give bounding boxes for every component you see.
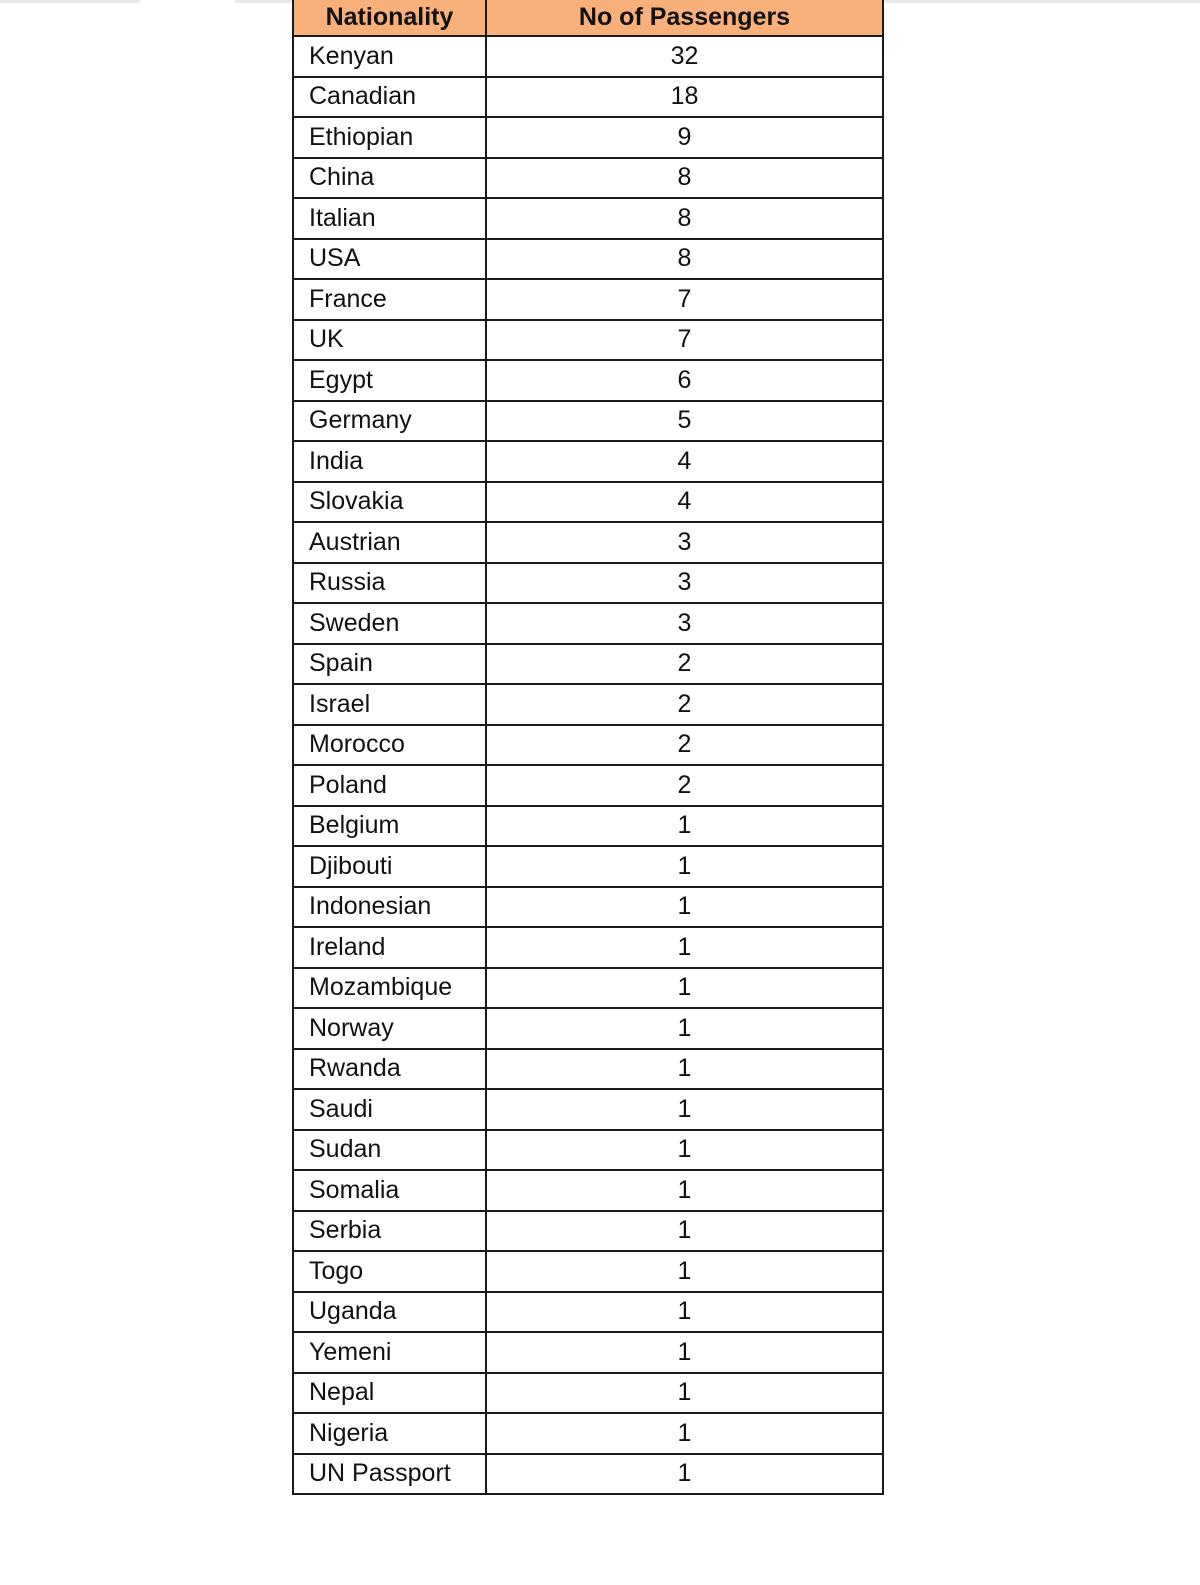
nationality-cell: Somalia [293, 1170, 486, 1211]
table-row [293, 401, 883, 442]
passenger-count-cell: 1 [486, 806, 883, 847]
table-row [293, 77, 883, 118]
nationality-cell: Germany [293, 401, 486, 442]
table-row [293, 158, 883, 199]
table-row [293, 1130, 883, 1171]
nationality-cell: Nigeria [293, 1413, 486, 1454]
table-row [293, 1332, 883, 1373]
table-row [293, 1211, 883, 1252]
nationality-cell: Indonesian [293, 887, 486, 928]
passenger-count-cell: 8 [486, 158, 883, 199]
table-row [293, 1008, 883, 1049]
nationality-cell: Uganda [293, 1292, 486, 1333]
passenger-count-cell: 4 [486, 441, 883, 482]
table-row [293, 239, 883, 280]
passenger-count-cell: 1 [486, 1373, 883, 1414]
passenger-count-cell: 1 [486, 1170, 883, 1211]
nationality-cell: UN Passport [293, 1454, 486, 1495]
table-row [293, 1292, 883, 1333]
nationality-cell: Italian [293, 198, 486, 239]
nationality-cell: China [293, 158, 486, 199]
table-row [293, 36, 883, 77]
passenger-count-cell: 6 [486, 360, 883, 401]
passenger-count-cell: 9 [486, 117, 883, 158]
table-row [293, 684, 883, 725]
passenger-count-cell: 3 [486, 603, 883, 644]
table-row [293, 806, 883, 847]
table-row [293, 603, 883, 644]
table-row [293, 1170, 883, 1211]
nationality-cell: India [293, 441, 486, 482]
nationality-cell: USA [293, 239, 486, 280]
nationality-cell: Ethiopian [293, 117, 486, 158]
passenger-table-container [292, 0, 884, 1495]
table-row [293, 927, 883, 968]
passenger-count-cell: 7 [486, 279, 883, 320]
table-row [293, 1373, 883, 1414]
passenger-count-cell: 1 [486, 1332, 883, 1373]
passenger-count-cell: 7 [486, 320, 883, 361]
table-row [293, 117, 883, 158]
table-row [293, 482, 883, 523]
table-row [293, 765, 883, 806]
nationality-cell: Egypt [293, 360, 486, 401]
nationality-cell: UK [293, 320, 486, 361]
nationality-cell: France [293, 279, 486, 320]
passenger-count-cell: 2 [486, 684, 883, 725]
passenger-count-cell: 1 [486, 1089, 883, 1130]
passenger-count-cell: 3 [486, 563, 883, 604]
passenger-count-cell: 8 [486, 239, 883, 280]
header-passengers: No of Passengers [486, 0, 883, 36]
nationality-cell: Ireland [293, 927, 486, 968]
nationality-cell: Poland [293, 765, 486, 806]
table-row [293, 1454, 883, 1495]
passenger-count-cell: 1 [486, 1130, 883, 1171]
passenger-count-cell: 1 [486, 968, 883, 1009]
table-row [293, 360, 883, 401]
table-body [293, 36, 883, 1494]
table-row [293, 1089, 883, 1130]
passenger-count-cell: 3 [486, 522, 883, 563]
nationality-cell: Spain [293, 644, 486, 685]
passenger-count-cell: 1 [486, 887, 883, 928]
nationality-cell: Djibouti [293, 846, 486, 887]
table-row [293, 1413, 883, 1454]
nationality-cell: Kenyan [293, 36, 486, 77]
passenger-count-cell: 1 [486, 1413, 883, 1454]
passenger-count-cell: 32 [486, 36, 883, 77]
table-row [293, 1251, 883, 1292]
table-row [293, 1049, 883, 1090]
passenger-nationality-table [292, 0, 884, 1495]
passenger-count-cell: 18 [486, 77, 883, 118]
nationality-cell: Morocco [293, 725, 486, 766]
table-header-row [293, 0, 883, 36]
table-row [293, 887, 883, 928]
passenger-count-cell: 1 [486, 1008, 883, 1049]
top-divider-gap [140, 0, 235, 3]
table-row [293, 320, 883, 361]
passenger-count-cell: 1 [486, 1251, 883, 1292]
passenger-count-cell: 8 [486, 198, 883, 239]
nationality-cell: Sudan [293, 1130, 486, 1171]
nationality-cell: Sweden [293, 603, 486, 644]
passenger-count-cell: 1 [486, 927, 883, 968]
nationality-cell: Mozambique [293, 968, 486, 1009]
table-row [293, 644, 883, 685]
table-row [293, 725, 883, 766]
table-row [293, 441, 883, 482]
passenger-count-cell: 5 [486, 401, 883, 442]
passenger-count-cell: 4 [486, 482, 883, 523]
table-row [293, 198, 883, 239]
passenger-count-cell: 1 [486, 1292, 883, 1333]
nationality-cell: Rwanda [293, 1049, 486, 1090]
table-row [293, 522, 883, 563]
nationality-cell: Canadian [293, 77, 486, 118]
nationality-cell: Slovakia [293, 482, 486, 523]
nationality-cell: Russia [293, 563, 486, 604]
nationality-cell: Norway [293, 1008, 486, 1049]
nationality-cell: Austrian [293, 522, 486, 563]
table-row [293, 563, 883, 604]
nationality-cell: Nepal [293, 1373, 486, 1414]
passenger-count-cell: 1 [486, 1211, 883, 1252]
nationality-cell: Serbia [293, 1211, 486, 1252]
nationality-cell: Yemeni [293, 1332, 486, 1373]
table-row [293, 846, 883, 887]
passenger-count-cell: 1 [486, 1049, 883, 1090]
nationality-cell: Israel [293, 684, 486, 725]
header-nationality: Nationality [293, 0, 486, 36]
passenger-count-cell: 1 [486, 1454, 883, 1495]
passenger-count-cell: 2 [486, 765, 883, 806]
table-row [293, 279, 883, 320]
passenger-count-cell: 2 [486, 644, 883, 685]
table-row [293, 968, 883, 1009]
nationality-cell: Saudi [293, 1089, 486, 1130]
nationality-cell: Togo [293, 1251, 486, 1292]
passenger-count-cell: 2 [486, 725, 883, 766]
nationality-cell: Belgium [293, 806, 486, 847]
passenger-count-cell: 1 [486, 846, 883, 887]
